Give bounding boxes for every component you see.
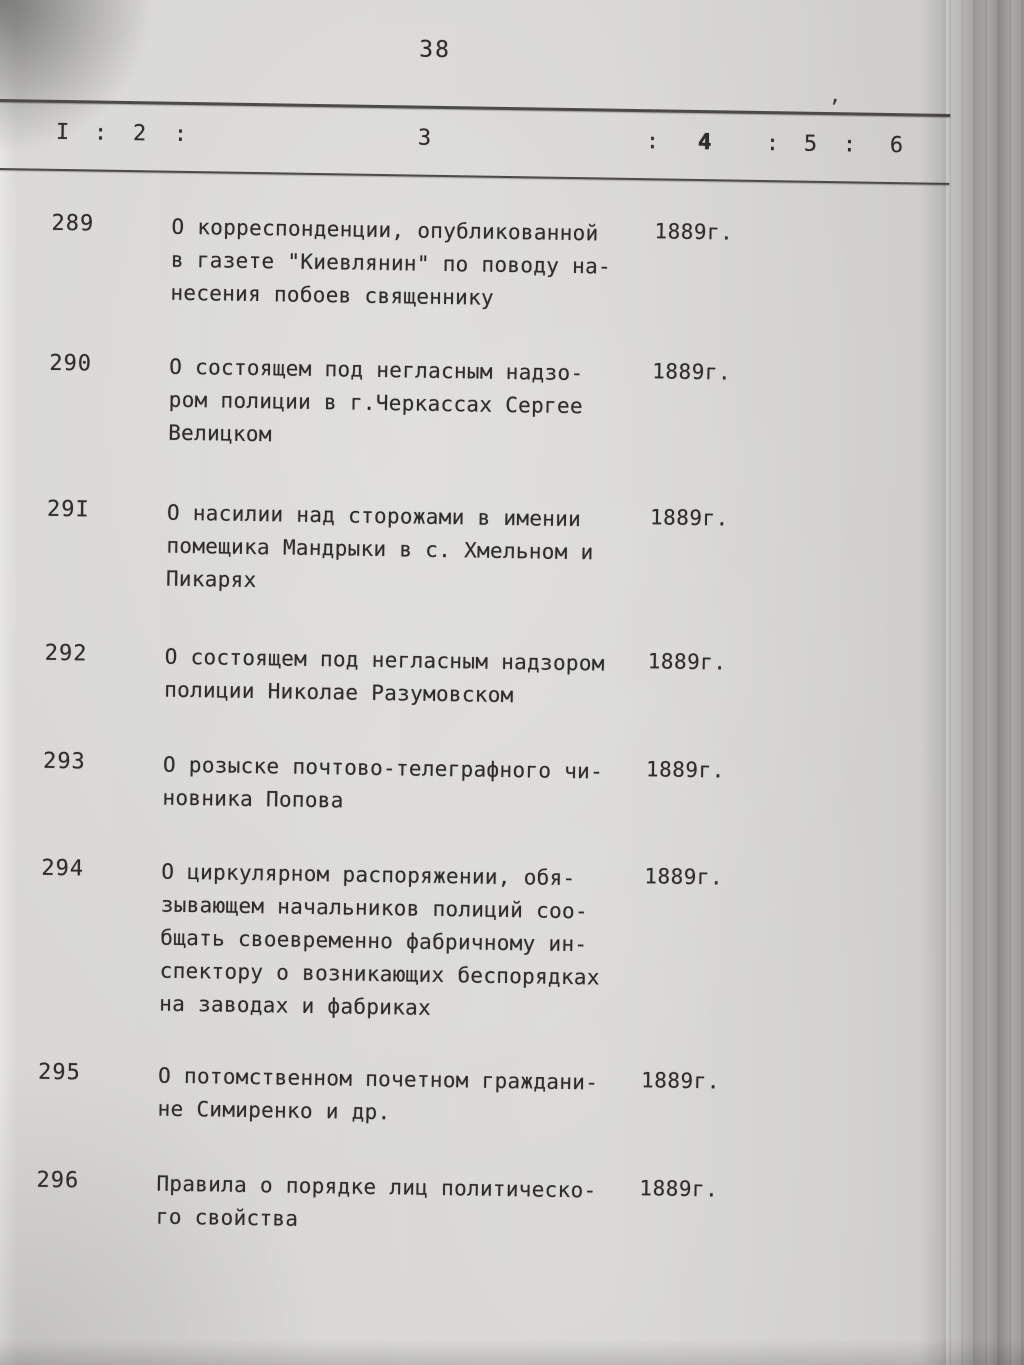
entry-row <box>0 853 946 1020</box>
entry-row <box>0 638 950 708</box>
header-rule-top <box>0 99 950 117</box>
header-cell-4: 4 <box>697 129 712 156</box>
header-rule-bottom <box>0 168 949 185</box>
stray-mark: ’ <box>828 95 841 120</box>
header-separator: : <box>645 129 660 155</box>
entry-number: 290 <box>49 350 93 377</box>
entry-number: 292 <box>44 640 88 667</box>
entry-year: 1889г. <box>654 219 734 245</box>
entry-year: 1889г. <box>645 757 726 783</box>
entry-year: 1889г. <box>639 1176 719 1202</box>
entry-description: О насилии над сторожами в имении помещика Мандрыки в с. Хмельном и Пикарях <box>165 500 594 593</box>
entry-year: 1889г. <box>647 649 727 675</box>
entry-description: О состоящем под негласным надзором полиции Николае Разумовском <box>163 644 605 708</box>
header-separator: : <box>93 120 108 146</box>
entry-description: О потомственном почетном граждани- не Симиренко и др. <box>157 1063 599 1125</box>
entry-year: 1889г. <box>652 359 732 385</box>
entry-description: О розыске почтово-телеграфного чи- новника Попова <box>162 752 604 813</box>
entry-year: 1889г. <box>644 864 724 890</box>
entry-row <box>0 494 952 593</box>
header-separator: : <box>765 131 780 157</box>
entry-description: О корреспонденции, опубликованной в газете "Киевлянин" по поводу на- несения побоев священнику <box>170 214 612 310</box>
entry-row <box>0 208 957 310</box>
header-separator: : <box>173 121 188 147</box>
entry-row <box>0 746 948 813</box>
entry-year: 1889г. <box>649 505 729 531</box>
header-cell-6: 6 <box>889 132 904 159</box>
entry-number: 293 <box>42 748 86 775</box>
header-separator: : <box>842 132 857 158</box>
entry-number: 29I <box>46 496 90 523</box>
entry-number: 289 <box>51 210 95 237</box>
entry-description: Правила о порядке лиц политическо- го свойства <box>155 1171 597 1231</box>
bottom-shadow <box>0 1339 1024 1365</box>
header-cell-3: 3 <box>417 125 432 151</box>
entry-year: 1889г. <box>640 1068 721 1094</box>
entry-number: 296 <box>36 1167 80 1194</box>
header-cell-2: 2 <box>132 121 147 147</box>
entry-number: 294 <box>41 855 85 882</box>
entry-row <box>0 1057 943 1125</box>
entry-description: О состоящем под негласным надзо- ром полиции в г.Черкассах Сергее Велицком <box>168 354 584 447</box>
entry-row <box>0 348 954 447</box>
header-cell-1: I <box>55 119 70 146</box>
entry-description: О циркулярном распоряжении, обя- зывающем начальников полиций соо- бщать своевременно фабричному ин- спектору о возникающих беспорядках на заводах и фабриках <box>159 859 600 1020</box>
entry-number: 295 <box>37 1059 82 1086</box>
header-cell-5: 5 <box>803 131 818 157</box>
page-number: 38 <box>419 36 452 64</box>
book-page-edge <box>940 0 1024 1365</box>
entry-row <box>0 1165 942 1231</box>
